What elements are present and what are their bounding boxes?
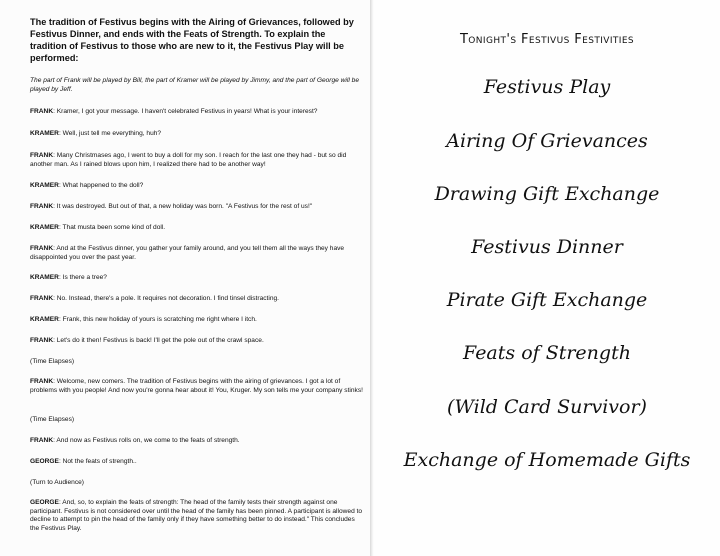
event-drawing-gift-exchange: Drawing Gift Exchange	[434, 183, 660, 205]
speaker: FRANK	[30, 378, 54, 385]
script-line	[30, 337, 364, 346]
speaker: FRANK	[30, 337, 54, 344]
speaker: FRANK	[30, 108, 54, 115]
speaker: KRAMER	[30, 274, 59, 281]
intro-text: The tradition of Festivus begins with the	[30, 17, 209, 27]
speaker: FRANK	[30, 245, 54, 252]
script-line	[30, 130, 364, 139]
event-wild-card-survivor: (Wild Card Survivor)	[447, 396, 647, 418]
dialogue: : And, so, to explain the feats of strength: The head of the family tests their strength against one participant. Festivus is not considered over until the head of the family has been pinned. A participant is allowed to decline to attempt to pin the head of the family only if they have something better to do instead." This concludes the Festivus Play.	[30, 499, 363, 532]
stage-direction	[30, 416, 364, 425]
cast-note: The part of Frank will be played by Bill, the part of Kramer will be played by Jimmy, and the part of George will be played by Jeff.	[30, 77, 359, 93]
script-line	[30, 203, 364, 212]
script-line	[30, 316, 364, 325]
dialogue: : Well, just tell me everything, huh?	[58, 130, 162, 137]
speaker: FRANK	[30, 437, 54, 444]
dialogue: : Welcome, new comers. The tradition of Festivus begins with the airing of grievances. I got a lot of problems with you people! And now you're gonna hear about it! You, Kruger. My son tells me your company stinks!	[30, 378, 363, 394]
script-line	[30, 108, 364, 117]
script-line	[30, 224, 364, 233]
script-line	[30, 437, 364, 446]
speaker: GEORGE	[30, 499, 59, 506]
direction-text: (Turn to Audience)	[30, 479, 84, 486]
dialogue: : Let's do it then! Festivus is back! I'll get the pole out of the crawl space.	[53, 337, 264, 344]
speaker: FRANK	[30, 152, 54, 159]
stage-direction	[30, 358, 364, 367]
program-page	[374, 0, 720, 556]
event-festivus-play: Festivus Play	[483, 76, 611, 98]
speaker: FRANK	[30, 295, 54, 302]
intro-highlight-play: Festivus Play	[254, 41, 314, 51]
dialogue: : Not the feats of strength..	[58, 458, 137, 465]
event-airing-of-grievances: Airing Of Grievances	[446, 130, 648, 152]
dialogue: : It was destroyed. But out of that, a new holiday was born. "A Festivus for the rest of us!"	[53, 203, 313, 210]
dialogue: : And now as Festivus rolls on, we come to the feats of strength.	[53, 437, 240, 444]
script-line	[30, 152, 364, 169]
dialogue: : And at the Festivus dinner, you gather your family around, and you tell them all the ways they have disappointed you over the past year.	[30, 245, 345, 261]
program-heading: Tonight's Festivus Festivities	[459, 32, 635, 47]
event-feats-of-strength: Feats of Strength	[463, 342, 631, 364]
speaker: GEORGE	[30, 458, 59, 465]
script-line	[30, 378, 364, 395]
stage-direction	[30, 479, 364, 488]
script-line	[30, 458, 364, 467]
dialogue: : Kramer, I got your message. I haven't celebrated Festivus in years! What is your interest?	[53, 108, 318, 115]
dialogue: : That musta been some kind of doll.	[58, 224, 166, 231]
intro-text: , followed by Festivus Dinner, and ends with the	[30, 17, 354, 39]
speaker: FRANK	[30, 203, 54, 210]
script-line	[30, 274, 364, 283]
speaker: KRAMER	[30, 316, 59, 323]
speaker: KRAMER	[30, 130, 59, 137]
script-line	[30, 182, 364, 191]
speaker: KRAMER	[30, 224, 59, 231]
speaker: KRAMER	[30, 182, 59, 189]
direction-text: (Time Elapses)	[30, 416, 75, 423]
script-line	[30, 245, 364, 262]
intro-text: . To explain the tradition of Festivus to those who are new to it, the	[30, 29, 326, 51]
direction-text: (Time Elapses)	[30, 358, 75, 365]
dialogue: : Frank, this new holiday of yours is scratching me right where I itch.	[58, 316, 257, 323]
dialogue: : Many Christmases ago, I went to buy a doll for my son. I reach for the last one they had - but so did another man. As I rained blows upon him, I realized there had to be another way!	[30, 152, 347, 168]
dialogue: : Is there a tree?	[58, 274, 107, 281]
dialogue: : No. Instead, there's a pole. It requires not decoration. I find tinsel distracting.	[53, 295, 280, 302]
event-festivus-dinner: Festivus Dinner	[471, 236, 623, 258]
event-homemade-gifts: Exchange of Homemade Gifts	[403, 449, 691, 471]
event-pirate-gift-exchange: Pirate Gift Exchange	[446, 289, 648, 311]
intro-highlight-airing: Airing of Grievances	[208, 17, 299, 27]
intro-text: will be performed:	[30, 41, 344, 63]
intro-paragraph	[30, 16, 362, 64]
intro-highlight-feats: Feats of Strength	[183, 29, 260, 39]
script-line	[30, 295, 364, 304]
script-line	[30, 499, 364, 533]
dialogue: : What happened to the doll?	[58, 182, 144, 189]
